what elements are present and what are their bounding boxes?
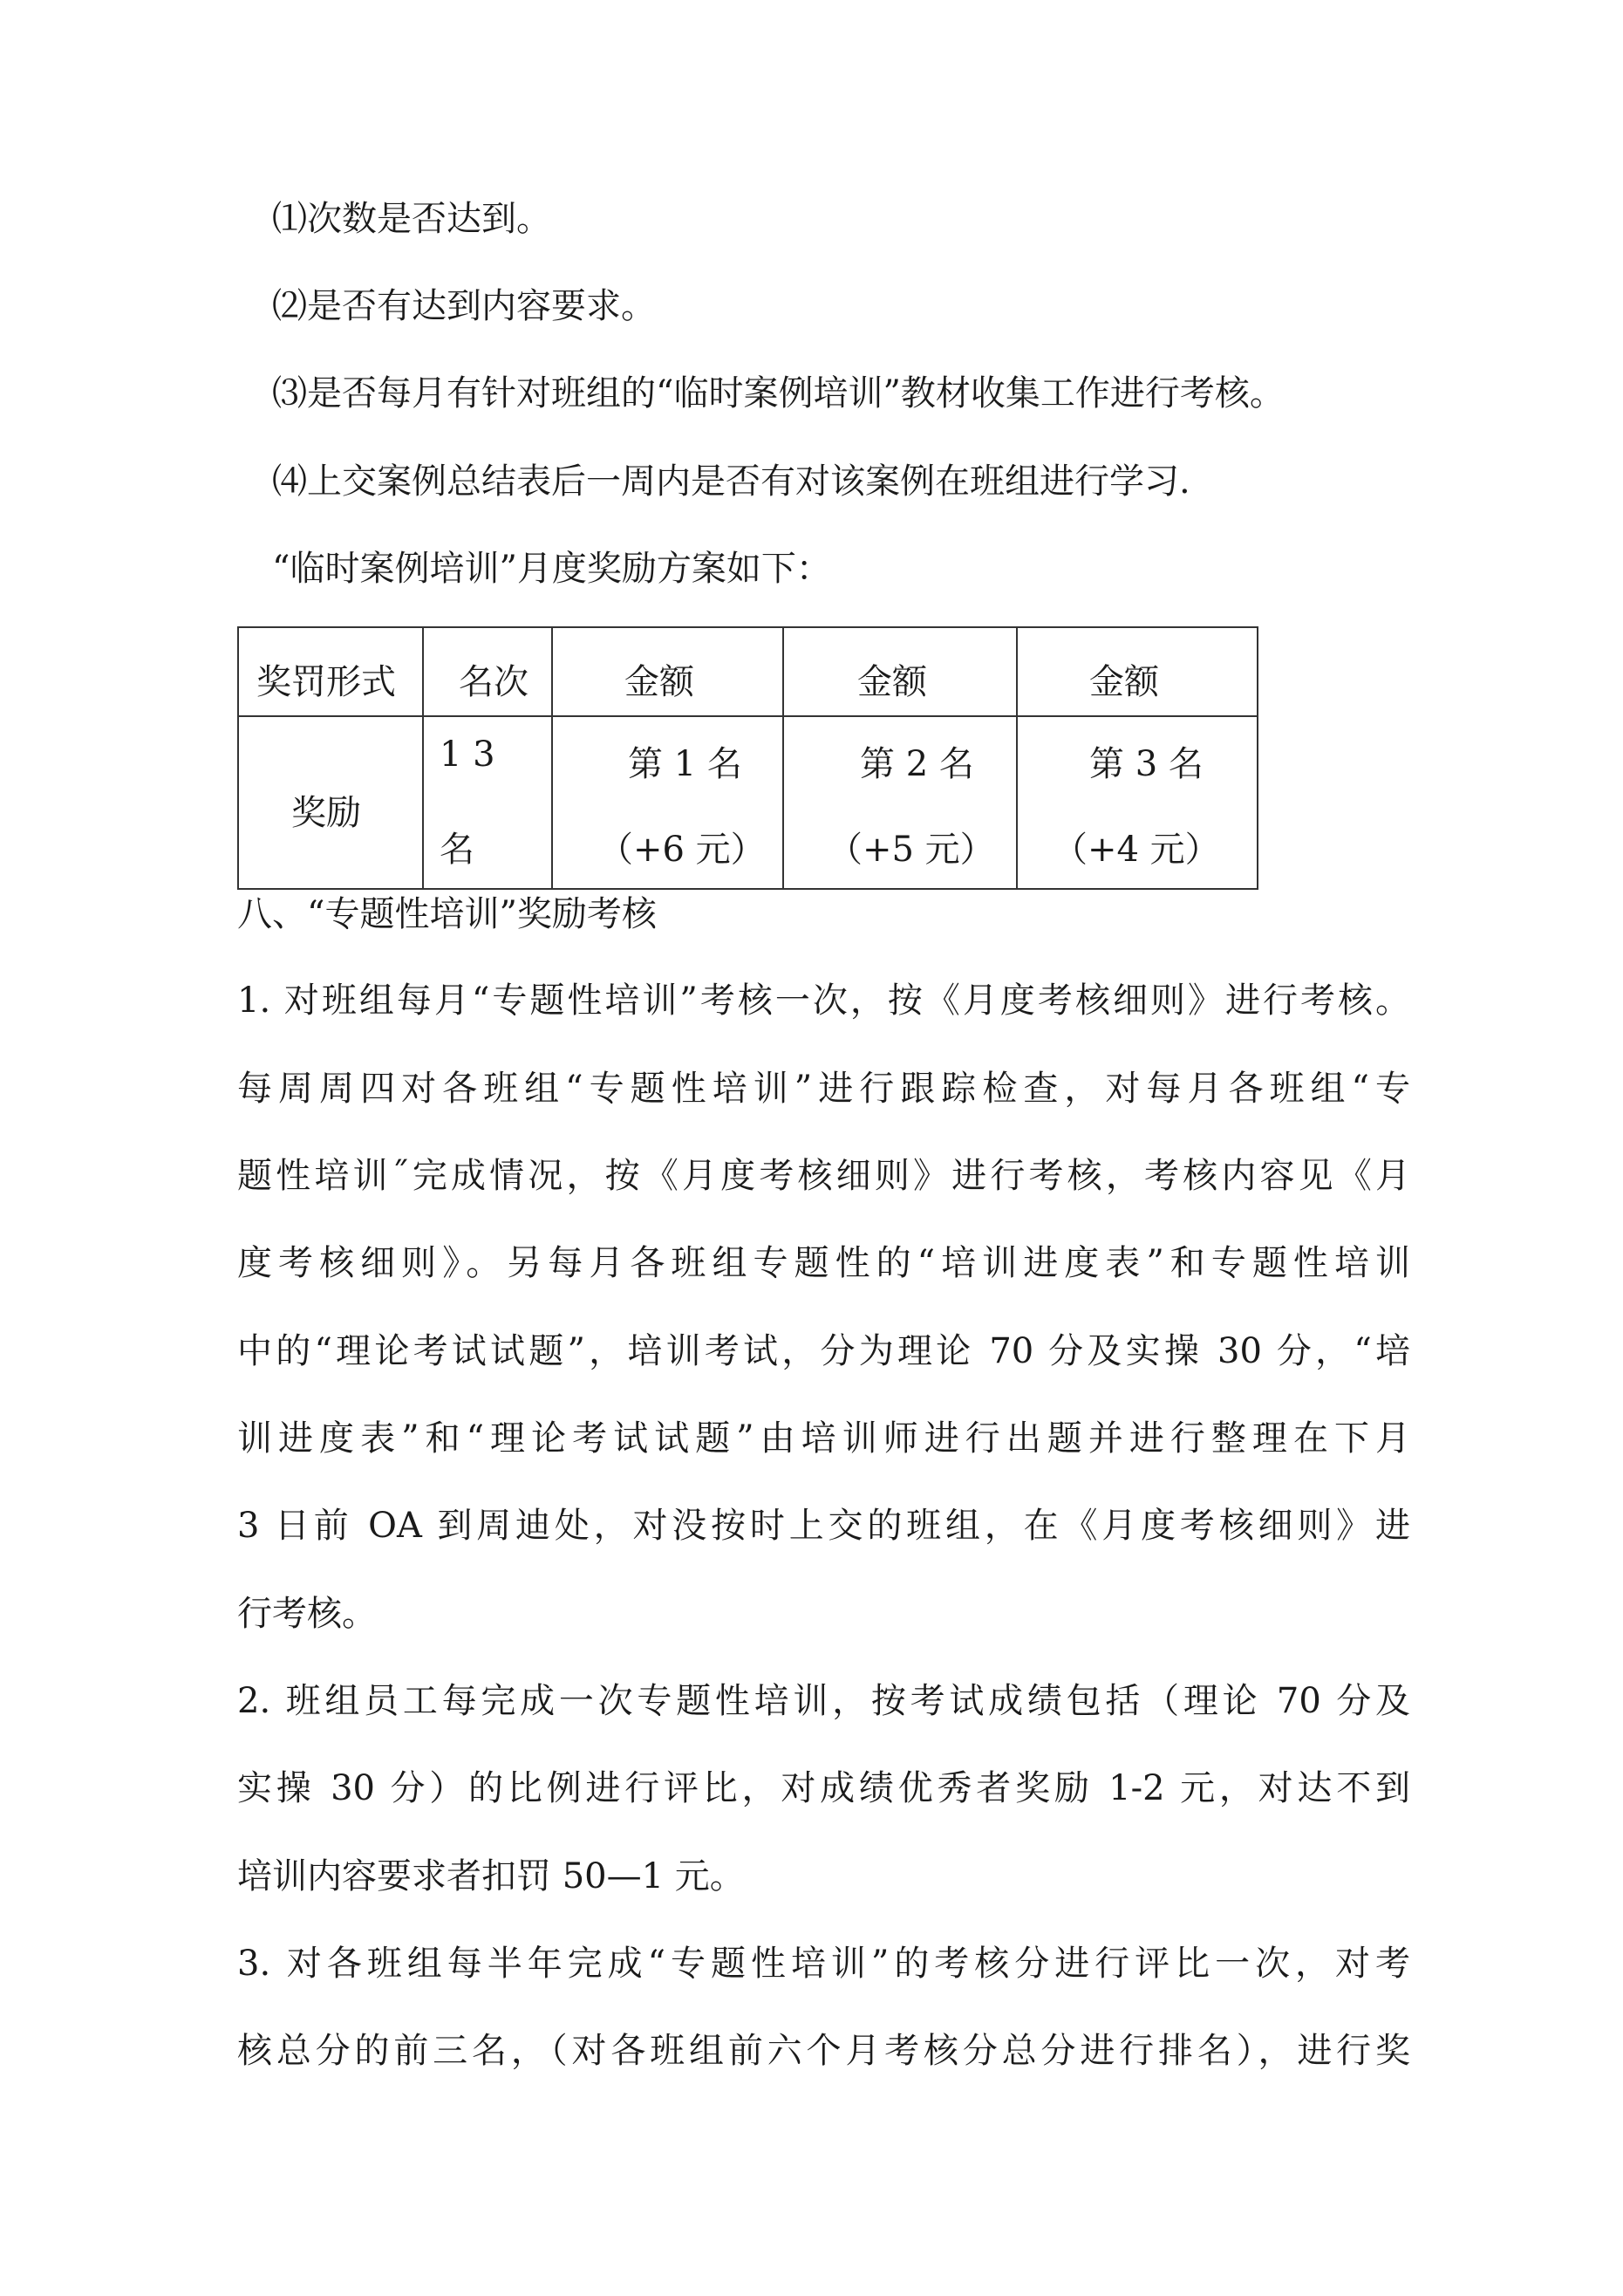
paragraph-2-line: 培训内容要求者扣罚 50—1 元。 xyxy=(237,1856,745,1896)
criteria-item-3: ⑶是否每月有针对班组的“临时案例培训”教材收集工作进行考核。 xyxy=(272,373,1285,413)
paragraph-2-line: 实操 30 分）的比例进行评比，对成绩优秀者奖励 1-2 元，对达不到 xyxy=(237,1768,1410,1808)
reward-first-cell xyxy=(552,716,783,889)
header-amount-1: 金额 xyxy=(624,662,694,702)
paragraph-1-line: 3 日前 OA 到周迪处，对没按时上交的班组，在《月度考核细则》进 xyxy=(237,1506,1410,1546)
header-cell-form xyxy=(238,627,423,716)
reward-form: 奖励 xyxy=(291,793,361,833)
paragraph-1-line: 中的“理论考试试题”，培训考试，分为理论 70 分及实操 30 分，“培 xyxy=(237,1331,1410,1371)
table-intro: “临时案例培训”月度奖励方案如下： xyxy=(272,549,831,589)
criteria-item-1: ⑴次数是否达到。 xyxy=(272,199,551,239)
reward-table xyxy=(237,626,1258,890)
header-amount-3: 金额 xyxy=(1089,662,1159,702)
paragraph-1-line: 题性培训˝完成情况，按《月度考核细则》进行考核，考核内容见《月 xyxy=(237,1156,1410,1196)
reward-first-value: （+6 元） xyxy=(598,830,766,870)
reward-third-cell xyxy=(1017,716,1258,889)
paragraph-3-line: 3. 对各班组每半年完成“专题性培训”的考核分进行评比一次，对考 xyxy=(237,1944,1410,1984)
criteria-item-4: ⑷上交案例总结表后一周内是否有对该案例在班组进行学习. xyxy=(272,461,1190,502)
header-cell-amount-1 xyxy=(552,627,783,716)
paragraph-1-line: 每周周四对各班组“专题性培训”进行跟踪检查，对每月各班组“专 xyxy=(237,1069,1410,1109)
header-cell-rank xyxy=(423,627,552,716)
reward-second-cell xyxy=(783,716,1017,889)
reward-first-label: 第 1 名 xyxy=(628,744,742,784)
table-header-row xyxy=(238,627,1258,716)
paragraph-3-line: 核总分的前三名，（对各班组前六个月考核分总分进行排名），进行奖 xyxy=(237,2031,1410,2071)
paragraph-1-line: 训进度表”和“理论考试试题”由培训师进行出题并进行整理在下月 xyxy=(237,1418,1410,1459)
header-cell-amount-3 xyxy=(1017,627,1258,716)
section-8-heading: 八、“专题性培训”奖励考核 xyxy=(237,894,657,934)
reward-form-cell xyxy=(238,716,423,889)
paragraph-1-line: 1. 对班组每月“专题性培训”考核一次，按《月度考核细则》进行考核。 xyxy=(237,981,1410,1021)
reward-rank-cell xyxy=(423,716,552,889)
reward-rank-top: 1 3 xyxy=(440,735,495,775)
reward-second-value: （+5 元） xyxy=(828,830,995,870)
header-amount-2: 金额 xyxy=(857,662,927,702)
criteria-item-2: ⑵是否有达到内容要求。 xyxy=(272,286,656,326)
header-form: 奖罚形式 xyxy=(256,662,396,702)
table-reward-row xyxy=(238,716,1258,889)
reward-second-label: 第 2 名 xyxy=(860,744,974,784)
reward-third-label: 第 3 名 xyxy=(1089,744,1204,784)
header-rank: 名次 xyxy=(459,662,528,702)
reward-rank-bottom: 名 xyxy=(440,830,474,870)
paragraph-1-line: 行考核。 xyxy=(237,1594,377,1634)
reward-third-value: （+4 元） xyxy=(1053,830,1220,870)
header-cell-amount-2 xyxy=(783,627,1017,716)
paragraph-1-line: 度考核细则》。另每月各班组专题性的“培训进度表”和专题性培训 xyxy=(237,1243,1410,1283)
paragraph-2-line: 2. 班组员工每完成一次专题性培训，按考试成绩包括（理论 70 分及 xyxy=(237,1681,1410,1721)
